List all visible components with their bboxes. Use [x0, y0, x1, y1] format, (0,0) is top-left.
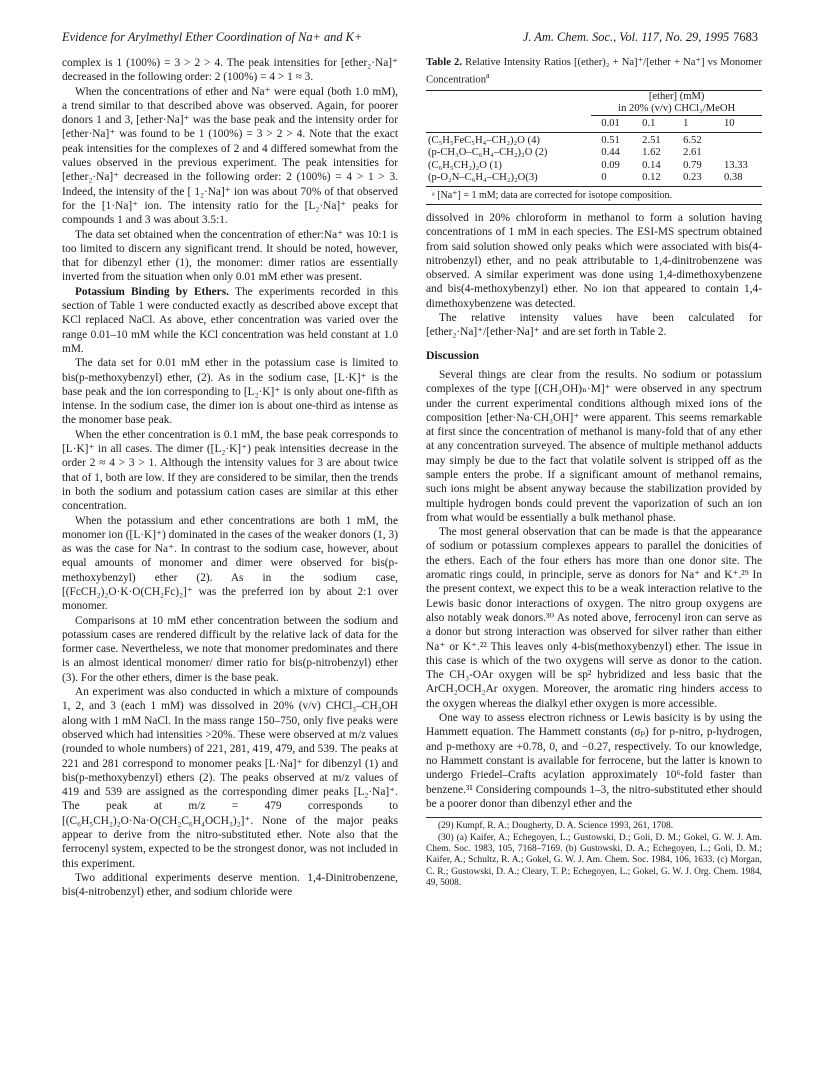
value-cell: 0 — [601, 171, 607, 183]
paragraph: Several things are clear from the results. No sodium or potassium complexes of the type [(CH₃OH)ₙ·M]⁺ were observed in any spectrum under the current experimental conditions although mixed ions of the composition [ether·Na·CH₃OH]⁺ were apparent. This seems remarkable at first since the concentration of methanol is many-fold that of any ether at any concentration surveyed. The absence of multiple methanol adducts may simply be due to the fact that volatile solvent is stripped off as the sample enters the probe. If a significant amount of methanol remains, such ions might be absent anyway because the stabilization provided by multiple hydrogen bonds could prevent the vaporization of such an ion from what would be essentially a bulk methanol phase. — [426, 368, 762, 524]
page-number: 7683 — [733, 30, 758, 44]
compound-cell: (p-O₂N–C₆H₄–CH₂)₂O(3) — [428, 171, 538, 183]
value-cell: 0.79 — [683, 159, 702, 171]
value-cell: 13.33 — [723, 159, 748, 171]
compound-cell: (C₆H₅CH₂)₂O (1) — [428, 159, 502, 171]
table-caption — [426, 56, 762, 87]
value-cell: 2.61 — [683, 147, 702, 159]
column-header: 0.01 — [601, 117, 620, 129]
paragraph: When the potassium and ether concentrations are both 1 mM, the monomer ion ([L·K]⁺) dominated in the cases of the weaker donors (1, 3) as was the case for Na⁺. In contrast to the sodium case, however, about equal amounts of monomer and dimer were observed for bis(p-methoxybenzyl) ether (2). As in the sodium case, [(FcCH₂)₂O·K·O(CH₂Fc)₂]⁺ was the preferred ion by about 2:1 over monomer. — [62, 514, 398, 613]
value-cell: 0.09 — [601, 159, 620, 171]
table-bottom-rule — [426, 204, 762, 205]
paragraph: The relative intensity values have been calculated for [ether₂·Na]⁺/[ether·Na]⁺ and are set forth in Table 2. — [426, 312, 762, 339]
table-2 — [426, 90, 762, 187]
paragraph: An experiment was also conducted in which a mixture of compounds 1, 2, and 3 (each 1 mM) was dissolved in 20% (v/v) CHCl₃–CH₃OH along with 1 mM NaCl. In the mass range 150–750, only five peaks were observed which had intensities >20%. These were observed at m/z values (rounded to whole numbers) of 221, 281, 419, 479, and 539. The peaks at 221 and 281 correspond to monomer peaks [L·Na]⁺ for dibenzyl (1) and bis(p-methoxybenzyl) ethers (2). The peaks observed at m/z values of 419 and 539 are assigned as the corresponding dimer peaks [L₂·Na]⁺. The peak at m/z = 479 corresponds to [(C₆H₅CH₂)₂O·Na·O(CH₂C₆H₄OCH₃)₂]⁺. None of the major peaks appear to derive from the nitro-substituted ether. Note also that the ferrocenyl system, expected to be the strongest donor, was not included in this experiment. — [62, 686, 398, 870]
paragraph: Two additional experiments deserve mention. 1,4-Dinitrobenzene, bis(4-nitrobenzyl) ether, and sodium chloride were — [62, 871, 398, 899]
right-column — [426, 56, 762, 890]
column-header: 0.1 — [642, 117, 656, 129]
compound-cell: (p-CH₃O–C₆H₄–CH₂)₂O (2) — [428, 147, 548, 159]
section-heading-discussion: Discussion — [426, 347, 480, 362]
value-cell: 0.23 — [683, 171, 702, 183]
compound-cell: (C₅H₅FeC₅H₄–CH₂)₂O (4) — [428, 135, 540, 147]
paragraph: When the concentrations of ether and Na⁺ were equal (both 1.0 mM), a trend similar to that described above was observed. Again, for poorer donors 1 and 3, [ether·Na]⁺ was the base peak and the intensity order for [ether·Na]⁺ was found to be 1 (100%) = 3 > 2 > 4. Note that the exact peak intensities for the complexes of 2 and 4 differed somewhat from the values observed in the previous experiment. The peak intensities for [ether₂·Na]⁺ decreased in the following order: 2 (100%) = 4 > 1 > 3. Indeed, the intensity of the [ 1₂·Na]⁺ ion was about 70% of that observed for the [1·Na]⁺ ion. The intensity ratio for the [L₂·Na]⁺ peaks for compounds 1 and 3 was about 3.5:1. — [62, 85, 398, 227]
table-label: Table 2. — [426, 57, 463, 68]
paragraph: The data set obtained when the concentration of ether:Na⁺ was 10:1 is too limited to discern any significant trend. It should be noted, however, that for dibenzyl ether (1), the monomer: dimer ratios are essentially inverted from the situation when only 0.01 mM ether was present. — [62, 228, 398, 284]
table-row — [426, 147, 762, 159]
reference-item: (30) (a) Kaifer, A.; Echegoyen, L.; Gustowski, D.; Goli, D. M.; Gokel, G. W. J. Am. Chem. Soc. 1983, 105, 7168–7169. (b) Gustowski, D. A.; Echegoyen, L.; Goli, D. M.; Kaifer, A.; Schultz, R. A.; Gokel, G. W. J. Am. Chem. Soc. 1984, 106, 1633. (c) Morgan, C. R.; Gustowski, D. A.; Cleary, T. P.; Echegoyen, L.; Gokel, G. W. J. Org. Chem. 1984, 49, 5008. — [426, 832, 762, 889]
paragraph: One way to assess electron richness or Lewis basicity is by using the Hammett equation. The Hammett constants (σₚ) for p-nitro, p-hydrogen, and p-methoxy are +0.78, 0, and −0.27, respectively. To our knowledge, no Hammett constant is available for ferrocene, but the latter is known to undergo Friedel–Crafts acylation approximately 10⁶-fold faster than benzene.³¹ Considering compounds 1–3, the nitro-substituted ether should be a poorer donor than dibenzyl ether and the — [426, 712, 762, 810]
running-title: Evidence for Arylmethyl Ether Coordination of Na+ and K+ — [62, 30, 363, 44]
value-cell: 6.52 — [683, 135, 702, 147]
journal-citation — [523, 30, 758, 45]
paragraph: complex is 1 (100%) = 3 > 2 > 4. The peak intensities for [ether₂·Na]⁺ decreased in the following order: 2 (100%) = 4 > 1 ≈ 3. — [62, 57, 398, 84]
paragraph: Potassium Binding by Ethers. The experiments recorded in this section of Table 1 were conducted exactly as described above except that KCl replaced NaCl. As above, ether concentration was varied over the range 0.01–10 mM while the KCl concentration was held constant at 1.0 mM. — [62, 285, 398, 355]
paragraph: Comparisons at 10 mM ether concentration between the sodium and potassium cases are rendered difficult by the relative lack of data for the former case. Nevertheless, we note that monomer predominates and there is an almost identical monomer/ dimer ratio for bis(p-nitrobenzyl) ether (3). For the other ethers, dimer is the base peak. — [62, 614, 398, 684]
value-cell: 1.62 — [642, 147, 661, 159]
value-cell: 2.51 — [642, 135, 661, 147]
paragraph: dissolved in 20% chloroform in methanol to form a solution having concentrations of 1 mM in each species. The ESI-MS spectrum obtained from said solution showed only peaks which were associated with bis(4-nitrobenzyl) ether, and no peak attributable to 1,4-dinitrobenzene was observed. A similar experiment was done using 1,4-dimethoxybenzene and bis(4-methoxybenzyl) ether. No ion that appeared to contain 1,4-dimethoxybenzene was detected. — [426, 211, 762, 310]
column-header: 10 — [723, 117, 735, 129]
table-caption-footnote-mark: a — [486, 71, 490, 80]
reference-item: (29) Kumpf, R. A.; Dougherty, D. A. Science 1993, 261, 1708. — [438, 821, 674, 832]
value-cell: 0.12 — [642, 171, 661, 183]
table-row — [426, 133, 762, 148]
left-column — [62, 56, 398, 900]
column-header: 1 — [683, 117, 689, 129]
value-cell: 0.51 — [601, 135, 620, 147]
table-row — [426, 160, 762, 172]
group-header-line-1: [ether] (mM) — [648, 90, 705, 102]
value-cell: 0.44 — [601, 147, 620, 159]
value-cell: 0.38 — [723, 171, 743, 183]
running-header — [62, 30, 758, 46]
paragraph: The data set for 0.01 mM ether in the potassium case is limited to bis(p-methoxybenzyl) ether, (2). As in the sodium case, [L·K]⁺ is the base peak and the ion corresponding to [L₂·K]⁺ is only about one-fifth as intense. In the sodium case, the dimer ion is about one-third as intense as the monomer base peak. — [62, 357, 398, 427]
references — [426, 817, 762, 889]
group-header — [591, 90, 762, 115]
value-cell: 0.14 — [642, 159, 661, 171]
value-cell — [714, 147, 762, 159]
value-cell — [714, 133, 762, 148]
journal-name: J. Am. Chem. Soc., Vol. 117, No. 29, 1995 — [522, 30, 730, 44]
paragraph: The most general observation that can be made is that the appearance of sodium or potassium complexes appears to parallel the donicities of the ethers. Each of the four ethers has more than one donor site. The aromatic rings could, in principle, serve as donors for Na⁺ and K⁺.²⁹ In the present context, we expect this to be a weak interaction relative to the Lewis basic donor interactions of oxygen. The nitro group oxygens are also notably weak donors.³⁰ As noted above, ferrocenyl iron can serve as a donor but strong interaction was observed for silver rather than either Na⁺ or K⁺.²² This leaves only 4-bis(methoxybenzyl) ether. The issue in this case is which of the two oxygens will serve as donor to the cation. The CH₃-OAr oxygen will be sp² hybridized and less basic that the ArCH₂OCH₂Ar oxygen. Moreover, the aromatic ring hinders access to the oxygen whereas the dialkyl ether oxygen is more accessible. — [426, 526, 762, 710]
paragraph: When the ether concentration is 0.1 mM, the base peak corresponds to [L·K]⁺ in all cases. The dimer ([L₂·K]⁺) peak intensities decrease in the order 2 ≈ 4 > 3 > 1. Although the intensity values for 3 are about twice that of 1, both are low. If they are considered to be similar, then the trends in both the sodium and potassium cation cases are similar at this ether concentration. — [62, 428, 398, 513]
table-row — [426, 172, 762, 187]
table-stub-header — [426, 90, 591, 115]
column-header-row — [426, 116, 762, 133]
table-footnote: ᵃ [Na⁺] = 1 mM; data are corrected for isotope composition. — [432, 189, 672, 201]
table-caption-text: Relative Intensity Ratios [(ether)₂ + Na]⁺/[ether + Na⁺] vs Monomer Concentration — [426, 57, 762, 86]
group-header-line-2: in 20% (v/v) CHCl₃/MeOH — [618, 102, 736, 114]
run-in-heading: Potassium Binding by Ethers. — [75, 285, 229, 298]
